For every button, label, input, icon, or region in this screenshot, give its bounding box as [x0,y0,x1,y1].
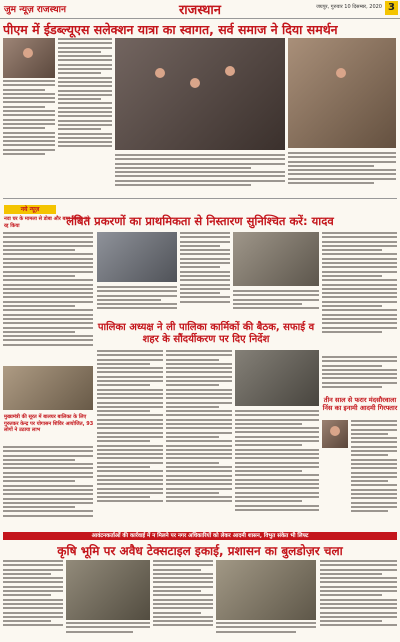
top-center-text [115,154,285,192]
bottom-text-c [153,560,213,640]
bottom-text-b [66,622,150,640]
photo-demolition-b [216,560,316,620]
masthead [0,0,400,19]
page-number: 3 [385,1,398,15]
right-subhead: तीन साल से फरार मंदसौरवाला निंस का इनामी आदमी गिरफ्तार [322,396,398,412]
photo-top-left [3,38,55,78]
center-headline: पालिका अध्यक्ष ने ली पालिका कार्मिकों की बैठक, सफाई व शहर के सौंदर्यीकरण पर दिए निर्देश [97,322,315,345]
photo-demolition-a [66,560,150,620]
top-right-text [288,152,396,192]
top-left-text [3,80,55,170]
photo-top-main [115,38,285,150]
middle-story-text-a [180,232,230,318]
center-lower-text-b [166,350,232,530]
bottom-text-d [216,622,316,640]
photo-meeting [97,232,177,282]
left-column-text [3,232,93,362]
left-subhead-2: मुख्यमंत्री की सूरत में बालघर बालिका के लिए गुरुतकर केन्द्र पर योगासन शिविर आयोजित, 93 लोगों ने उठाया लाभ [4,414,94,433]
photo-top-right [288,38,396,148]
photo-officials [233,232,319,286]
section-title: राजस्थान [178,3,222,18]
photo-staff-meeting [235,350,319,406]
announcement-band: आवंटनकर्ताओं की कार्रवाई में न मिलने पर नगर अधिकारियों को लेकर आदमी शासन, विभुत संकेत भी लिफ्ट [3,532,397,540]
bottom-headline: कृषि भूमि पर अवैध टेक्सटाइल इकाई, प्रशासन का बुलडोज़र चला [57,544,343,558]
photo-accused [322,420,348,448]
bottom-text-a [3,560,63,640]
middle-story-text-d [233,290,319,318]
middle-headline: लंबित प्रकरणों का प्राथमिकता से निस्तारण सुनिश्चित करें: यादव [66,214,334,228]
right-mid-text [322,356,397,394]
bottom-text-e [320,560,397,640]
middle-story-text-c [97,286,177,318]
left-lower-text [3,446,93,530]
brand-name: जुम न्यूज़ राजस्थान [4,5,66,15]
section-badge: नये न्यूज़ [4,205,56,214]
top-second-text [58,38,112,170]
divider [3,198,397,199]
right-lower-text [351,420,397,530]
dateline: जयपुर, गुरुवार 10 दिसम्बर, 2020 [316,4,382,10]
center-lower-text-a [97,350,163,530]
center-lower-text-c [235,410,319,530]
photo-yoga [3,366,93,410]
left-subhead: नवा घर के मामला से डोबा और बाल विवाह को रद्द किया [4,216,90,229]
top-headline: पीएम में ईडब्ल्यूएस सलेक्शन यात्रा का स्वागत, सर्व समाज ने दिया समर्थन [3,22,338,37]
middle-story-text-b [322,232,397,352]
